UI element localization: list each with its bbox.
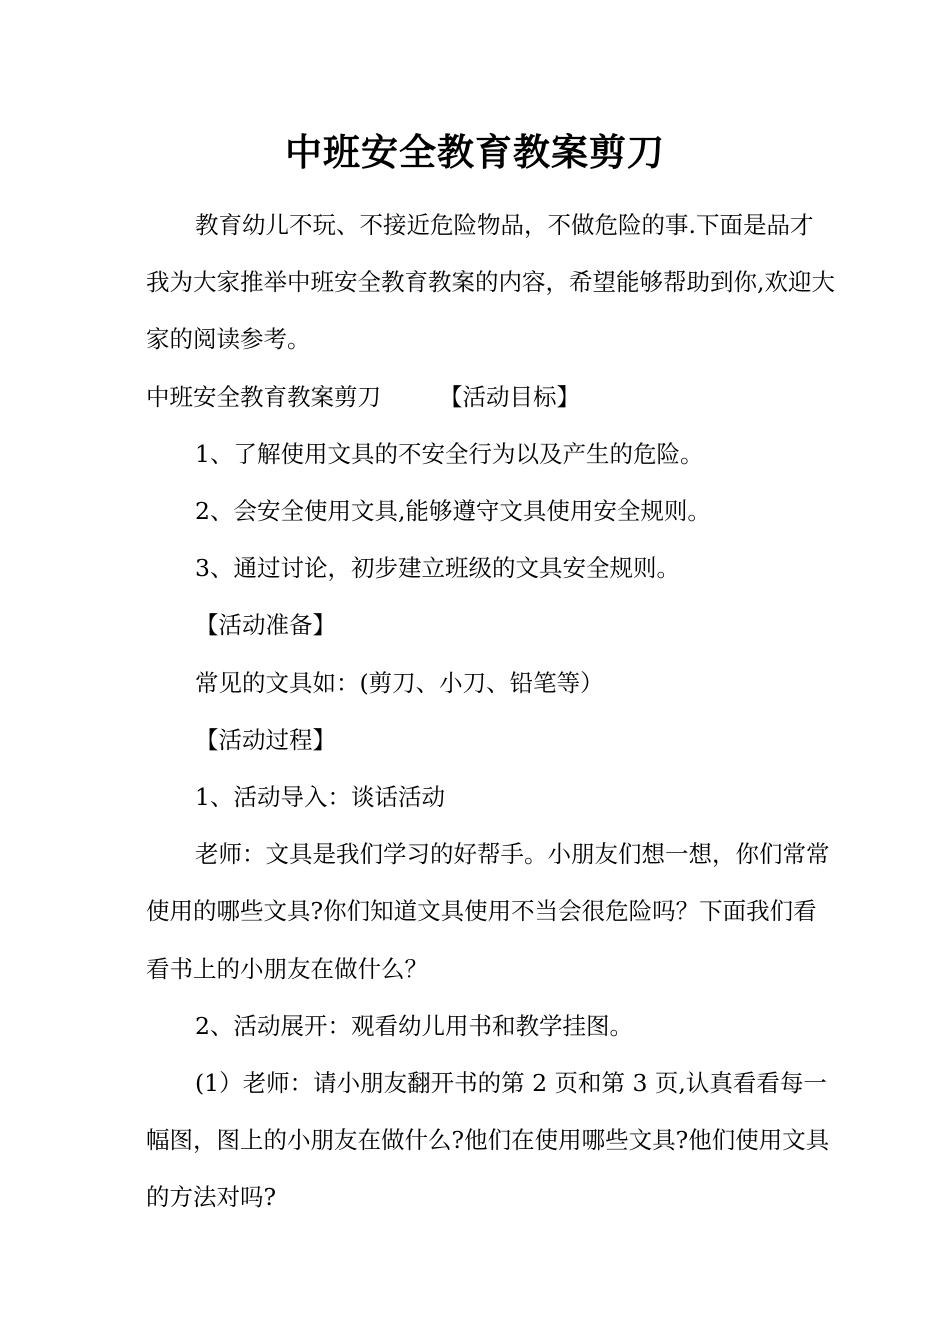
preparation-text: 常见的文具如：(剪刀、小刀、铅笔等） [195, 668, 604, 697]
document-title: 中班安全教育教案剪刀 [285, 130, 665, 174]
document-body [146, 197, 836, 1227]
process-step-1: 1、活动导入：谈话活动 [195, 783, 445, 812]
process-step-2: 2、活动展开：观看幼儿用书和教学挂图。 [195, 1011, 633, 1040]
section-heading-goals: 【活动目标】 [439, 382, 580, 411]
goal-item-3: 3、通过讨论，初步建立班级的文具安全规则。 [195, 554, 680, 583]
section-line [146, 369, 836, 426]
section-heading-process: 【活动过程】 [195, 725, 336, 754]
section-heading-preparation: 【活动准备】 [195, 611, 336, 640]
intro-paragraph: 教育幼儿不玩、不接近危险物品，不做危险的事.下面是品才我为大家推举中班安全教育教案的内容，希望能够帮助到你,欢迎大家的阅读参考。 [146, 211, 835, 354]
section-title-repeat: 中班安全教育教案剪刀 [146, 382, 381, 411]
process-substep-1: (1）老师：请小朋友翻开书的第 2 页和第 3 页,认真看看每一幅图，图上的小朋友在做什么?他们在使用哪些文具?他们使用文具的方法对吗? [146, 1069, 830, 1212]
goal-item-1: 1、了解使用文具的不安全行为以及产生的危险。 [195, 439, 704, 468]
goal-item-2: 2、会安全使用文具,能够遵守文具使用安全规则。 [195, 497, 711, 526]
teacher-dialogue: 老师：文具是我们学习的好帮手。小朋友们想一想，你们常常使用的哪些文具?你们知道文具使用不当会很危险吗？下面我们看看书上的小朋友在做什么？ [146, 840, 830, 983]
